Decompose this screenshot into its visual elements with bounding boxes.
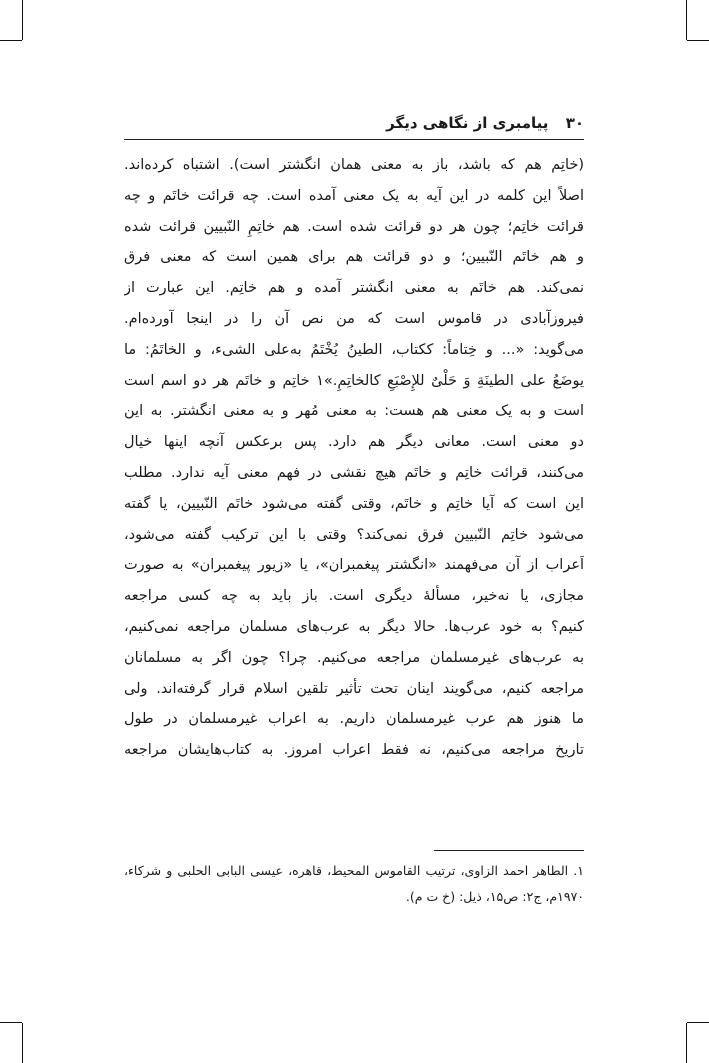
running-title: پیامبری از نگاهی دیگر xyxy=(386,114,549,132)
text-line: و هم خاتَم النّبیین؛ و دو قرائت هم برای همین است که معنی فرق xyxy=(124,249,584,266)
text-line: می‌شود خاتِم النّبیین فرق نمی‌کند؟ وقتی با این ترکیب گفته می‌شود، xyxy=(124,526,584,543)
page-number: ۳۰ xyxy=(565,114,584,132)
text-line: این است که آیا خاتِم و خاتَم، وقتی گفته می‌شود خاتَم النّبیین، یا گفته xyxy=(124,495,584,512)
text-line: دو معنی است. معانی دیگر هم دارد. پس برعکس آنچه اینها خیال xyxy=(124,434,584,451)
text-line: فیروزآبادی در قاموس است که من نص آن را در اینجا آورده‌ام. xyxy=(124,310,584,327)
crop-mark xyxy=(687,40,709,41)
crop-mark xyxy=(22,0,23,40)
header-rule xyxy=(124,139,584,140)
footnote-rule xyxy=(434,850,584,851)
text-line: به عرب‌های غیرمسلمان مراجعه می‌کنیم. چرا؟ چون اگر به مسلمانان xyxy=(124,649,584,666)
text-line: یوضَعُ علی الطینَةِ وَ حَلْیٌ للإِصْبَعِ کالخاتِمِ.»۱ خاتِم و خاتَم هر دو اسم است xyxy=(124,372,584,389)
crop-mark xyxy=(686,1023,687,1063)
text-line: است و به یک معنی هم هست: به معنی مُهر و به معنی انگشتر. به این xyxy=(124,403,584,420)
text-line: قرائت خاتِم؛ چون هر دو قرائت شده است. هم خاتِمِ النّبیین قرائت شده xyxy=(124,218,584,235)
crop-mark xyxy=(686,0,687,40)
text-line: اصلاً این کلمه در این آیه به یک معنی آمده است. چه قرائت خاتَم و چه xyxy=(124,187,584,204)
text-line: مجازی، یا نه‌خیر، مسألهٔ دیگری است. باز باید به چه کسی مراجعه xyxy=(124,588,584,605)
text-line: (خاتِم هم که باشد، باز به معنی همان انگشتر است). اشتباه کرده‌اند. xyxy=(124,157,584,173)
text-line: ما هنوز هم عرب غیرمسلمان داریم. به اعراب غیرمسلمان در طول xyxy=(124,711,584,728)
text-line: می‌گوید: «... و خِتاماً: ککتاب، الطینُ یُخْتَمُ به‌علی الشیء، و الخاتَمُ: ما xyxy=(124,341,584,358)
crop-mark xyxy=(0,1022,22,1023)
body-text xyxy=(124,150,584,766)
text-line: کنیم؟ به خود عرب‌ها. حالا دیگر به عرب‌های مسلمان مراجعه نمی‌کنیم، xyxy=(124,618,584,635)
crop-mark xyxy=(0,40,22,41)
footnote xyxy=(124,858,584,910)
text-line: نمی‌کند. هم خاتَم به معنی انگشتر آمده و هم خاتِم. این عبارت از xyxy=(124,280,584,297)
text-line: می‌کنند، قرائت خاتِم و خاتَم هیچ نقشی در فهم معنی آیه ندارد. مطلب xyxy=(124,464,584,481)
text-line: مراجعه کنیم، می‌گویند اینان تحت تأثیر تلقین اسلام قرار گرفته‌اند. ولی xyxy=(124,680,584,697)
footnote-line: ۱. الطاهر احمد الزاوی، ترتیب القاموس المحیط، قاهره، عیسی البابی الحلبی و شرکاء، xyxy=(124,863,584,878)
running-header xyxy=(124,114,584,132)
footnote-line: ۱۹۷۰م، ج۲: ص۱۵، ذیل: (خ ت م). xyxy=(405,889,584,904)
text-line: تاریخ مراجعه می‌کنیم، نه فقط اعراب امروز. به کتاب‌هایشان مراجعه xyxy=(124,742,584,759)
crop-mark xyxy=(22,1023,23,1063)
text-line: اَعراب از آن می‌فهمند «انگشتر پیغمبران»، یا «زیور پیغمبران» به صورت xyxy=(124,557,584,574)
crop-mark xyxy=(687,1022,709,1023)
